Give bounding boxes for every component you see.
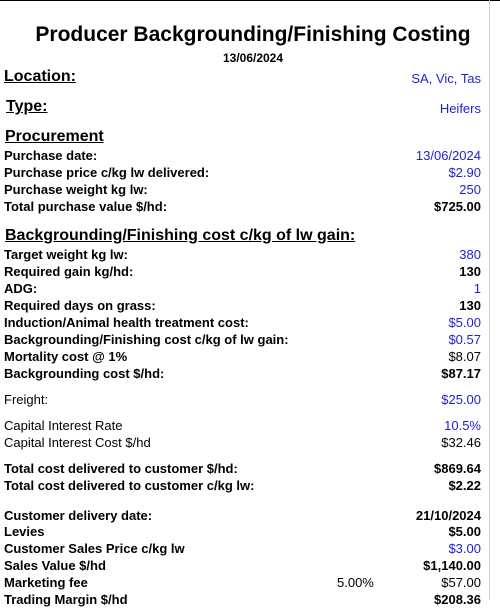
levies-value: $5.00 bbox=[448, 524, 481, 539]
total-per-head-row bbox=[4, 461, 481, 478]
induction-label: Induction/Animal health treatment cost: bbox=[4, 315, 249, 330]
purchase-price-value[interactable]: $2.90 bbox=[448, 165, 481, 180]
total-per-kg-value: $2.22 bbox=[448, 478, 481, 493]
marketing-fee-percent[interactable]: 5.00% bbox=[337, 575, 374, 590]
location-label: Location: bbox=[4, 68, 76, 85]
levies-row bbox=[4, 524, 481, 541]
marketing-fee-label: Marketing fee bbox=[4, 575, 88, 590]
finishing-cost-value[interactable]: $0.57 bbox=[448, 332, 481, 347]
freight-label: Freight: bbox=[4, 392, 49, 407]
purchase-weight-row bbox=[4, 182, 481, 199]
mortality-label: Mortality cost @ 1% bbox=[4, 349, 128, 364]
capital-cost-label: Capital Interest Cost $/hd bbox=[4, 435, 151, 450]
purchase-price-row bbox=[4, 165, 481, 182]
total-per-head-label: Total cost delivered to customer $/hd: bbox=[4, 461, 238, 476]
total-purchase-value: $725.00 bbox=[434, 199, 481, 214]
location-row bbox=[4, 68, 481, 88]
required-gain-row bbox=[4, 264, 481, 281]
background-cost-value: $87.17 bbox=[441, 366, 481, 381]
delivery-date-label: Customer delivery date: bbox=[4, 508, 153, 523]
sales-value-value: $1,140.00 bbox=[423, 558, 481, 573]
delivery-date-value: 21/10/2024 bbox=[415, 508, 481, 523]
purchase-date-row bbox=[4, 148, 481, 165]
delivery-date-row bbox=[4, 508, 481, 525]
background-cost-row bbox=[4, 366, 481, 383]
total-per-head-value: $869.64 bbox=[434, 461, 481, 476]
trading-margin-value: $208.36 bbox=[434, 592, 481, 607]
induction-row bbox=[4, 315, 481, 332]
purchase-date-label: Purchase date: bbox=[4, 148, 98, 163]
mortality-value: $8.07 bbox=[448, 349, 481, 364]
backgrounding-heading: Backgrounding/Finishing cost c/kg of lw gain: bbox=[5, 227, 356, 244]
marketing-fee-row bbox=[4, 575, 481, 592]
page-title: Producer Backgrounding/Finishing Costing bbox=[35, 23, 471, 46]
sales-price-value[interactable]: $3.00 bbox=[448, 541, 481, 556]
procurement-heading: Procurement bbox=[5, 128, 104, 145]
sales-value-label: Sales Value $/hd bbox=[4, 558, 106, 573]
type-row bbox=[4, 98, 481, 118]
location-value[interactable]: SA, Vic, Tas bbox=[411, 71, 481, 86]
type-value[interactable]: Heifers bbox=[439, 101, 481, 116]
capital-rate-value[interactable]: 10.5% bbox=[444, 418, 481, 433]
induction-value[interactable]: $5.00 bbox=[448, 315, 481, 330]
marketing-fee-value: $57.00 bbox=[441, 575, 481, 590]
sales-price-label: Customer Sales Price c/kg lw bbox=[4, 541, 185, 556]
required-gain-label: Required gain kg/hd: bbox=[4, 264, 134, 279]
total-per-kg-label: Total cost delivered to customer c/kg lw: bbox=[4, 478, 255, 493]
purchase-weight-value[interactable]: 250 bbox=[459, 182, 481, 197]
target-weight-value[interactable]: 380 bbox=[459, 247, 481, 262]
target-weight-row bbox=[4, 247, 481, 264]
top-border bbox=[0, 0, 500, 1]
adg-row bbox=[4, 281, 481, 298]
total-purchase-row bbox=[4, 199, 481, 216]
finishing-cost-row bbox=[4, 332, 481, 349]
required-days-row bbox=[4, 298, 481, 315]
type-label: Type: bbox=[6, 98, 48, 115]
capital-rate-row bbox=[4, 418, 481, 435]
sales-price-row bbox=[4, 541, 481, 558]
capital-cost-value: $32.46 bbox=[441, 435, 481, 450]
report-date: 13/06/2024 bbox=[222, 51, 284, 65]
total-purchase-label: Total purchase value $/hd: bbox=[4, 199, 168, 214]
freight-row bbox=[4, 392, 481, 409]
adg-value[interactable]: 1 bbox=[473, 281, 481, 296]
freight-value[interactable]: $25.00 bbox=[441, 392, 481, 407]
sales-value-row bbox=[4, 558, 481, 575]
finishing-cost-label: Backgrounding/Finishing cost c/kg of lw gain: bbox=[4, 332, 289, 347]
purchase-price-label: Purchase price c/kg lw delivered: bbox=[4, 165, 210, 180]
capital-cost-row bbox=[4, 435, 481, 452]
purchase-weight-label: Purchase weight kg lw: bbox=[4, 182, 148, 197]
background-cost-label: Backgrounding cost $/hd: bbox=[4, 366, 165, 381]
required-days-value: 130 bbox=[459, 298, 481, 313]
levies-label: Levies bbox=[4, 524, 45, 539]
required-gain-value: 130 bbox=[459, 264, 481, 279]
capital-rate-label: Capital Interest Rate bbox=[4, 418, 123, 433]
mortality-row bbox=[4, 349, 481, 366]
trading-margin-label: Trading Margin $/hd bbox=[4, 592, 128, 607]
column-border bbox=[489, 0, 490, 600]
adg-label: ADG: bbox=[4, 281, 38, 296]
purchase-date-value[interactable]: 13/06/2024 bbox=[415, 148, 481, 163]
trading-margin-row bbox=[4, 592, 481, 609]
required-days-label: Required days on grass: bbox=[4, 298, 156, 313]
target-weight-label: Target weight kg lw: bbox=[4, 247, 128, 262]
total-per-kg-row bbox=[4, 478, 481, 495]
